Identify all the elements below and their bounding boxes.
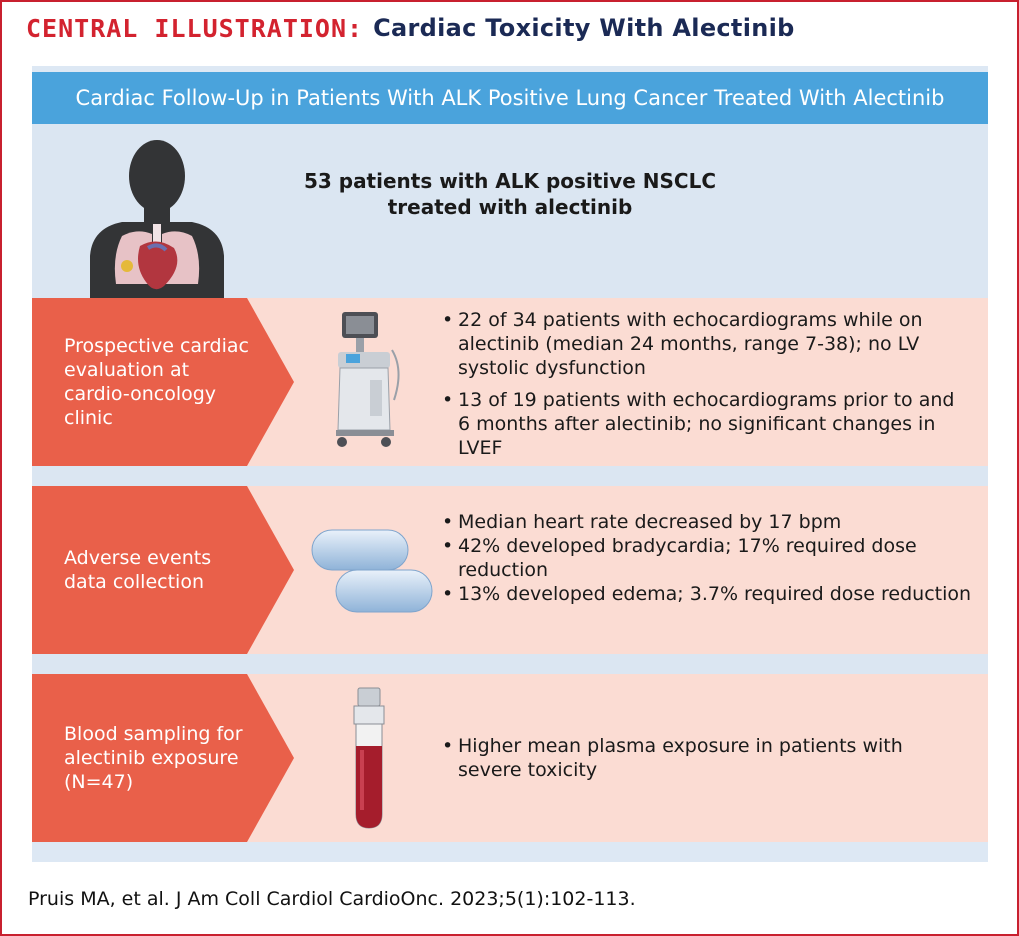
list-item: • Higher mean plasma exposure in patients with severe toxicity <box>442 734 972 782</box>
capsules-icon <box>308 520 438 620</box>
list-item: • 13% developed edema; 3.7% required dose reduction <box>442 582 972 606</box>
header <box>26 8 795 48</box>
list-item: • 22 of 34 patients with echocardiograms while on alectinib (median 24 months, range 7-38); no LV systolic dysfunction <box>442 308 972 380</box>
row-cardiac-evaluation <box>32 298 988 466</box>
row-label-line: cardio-oncology <box>64 383 217 405</box>
row-label-line: clinic <box>64 407 113 429</box>
row-blood-sampling <box>32 674 988 842</box>
row-label <box>64 546 264 594</box>
intro-line-1: 53 patients with ALK positive NSCLC <box>303 169 717 193</box>
row-label-line: (N=47) <box>64 771 134 793</box>
row-label-line: alectinib exposure <box>64 747 239 769</box>
human-torso-icon <box>82 136 232 298</box>
list-item: • 13 of 19 patients with echocardiograms prior to and 6 months after alectinib; no significant changes in LVEF <box>442 388 972 460</box>
row-label-line: Adverse events <box>64 547 212 569</box>
row-separator <box>32 654 988 674</box>
list-item: • Median heart rate decreased by 17 bpm <box>442 510 972 534</box>
citation: Pruis MA, et al. J Am Coll Cardiol CardioOnc. 2023;5(1):102-113. <box>28 888 636 910</box>
bullet-list <box>442 734 972 790</box>
row-adverse-events <box>32 486 988 654</box>
bullet-list <box>442 308 972 468</box>
bullet-list <box>442 510 972 606</box>
row-label <box>64 722 264 794</box>
header-label: CENTRAL ILLUSTRATION: <box>26 13 364 43</box>
intro-text <box>290 168 730 220</box>
list-item: • 42% developed bradycardia; 17% required dose reduction <box>442 534 972 582</box>
row-label-line: data collection <box>64 571 204 593</box>
header-title: Cardiac Toxicity With Alectinib <box>373 14 795 42</box>
blood-tube-icon <box>344 686 394 832</box>
intro-line-2: treated with alectinib <box>387 195 633 219</box>
row-separator <box>32 466 988 486</box>
row-label-line: evaluation at <box>64 359 190 381</box>
row-label-line: Blood sampling for <box>64 723 243 745</box>
row-label-line: Prospective cardiac <box>64 335 249 357</box>
banner: Cardiac Follow-Up in Patients With ALK Positive Lung Cancer Treated With Alectinib <box>32 72 988 124</box>
ultrasound-machine-icon <box>332 310 412 450</box>
row-label <box>64 334 264 430</box>
